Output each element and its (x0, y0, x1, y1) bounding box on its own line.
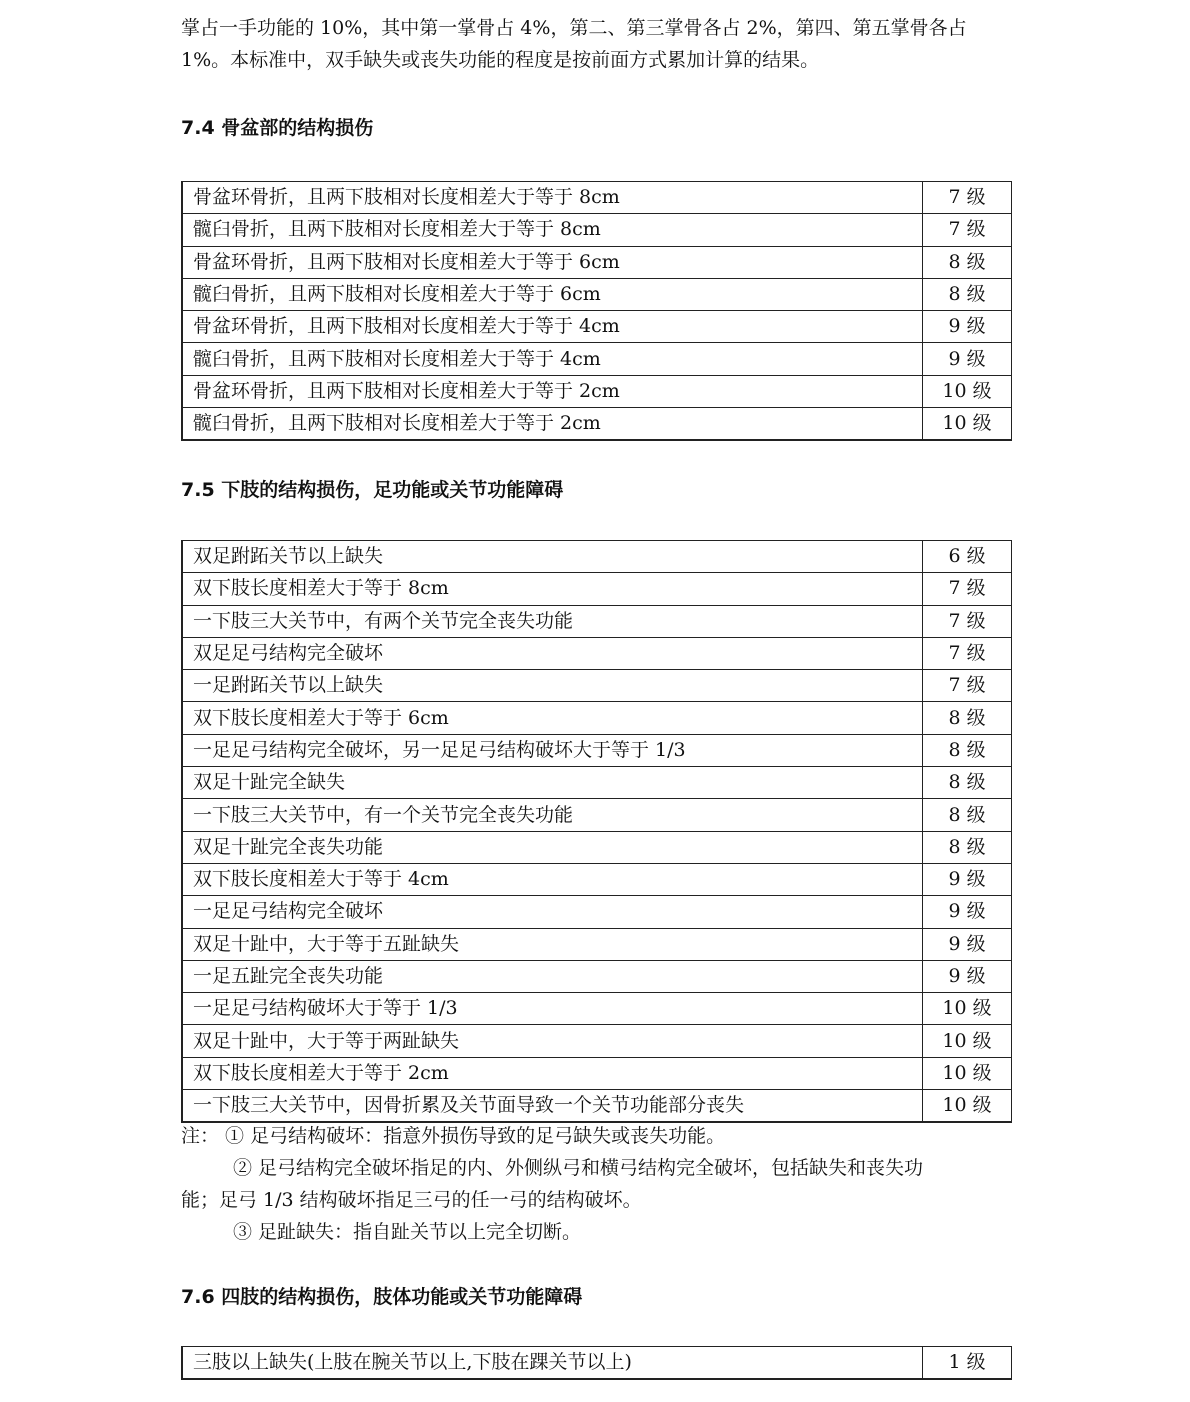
injury-description-cell: 双下肢长度相差大于等于 4cm (182, 863, 923, 895)
injury-description-cell: 三肢以上缺失(上肢在腕关节以上,下肢在踝关节以上) (182, 1347, 923, 1380)
disability-grade-cell: 6 级 (923, 541, 1012, 573)
injury-description-cell: 骨盆环骨折，且两下肢相对长度相差大于等于 8cm (182, 182, 923, 214)
intro-line-2: 1%。本标准中，双手缺失或丧失功能的程度是按前面方式累加计算的结果。 (181, 49, 820, 71)
table-row (182, 993, 1012, 1025)
note-1: 注： ① 足弓结构破坏：指意外损伤导致的足弓缺失或丧失功能。 (181, 1125, 726, 1147)
disability-grade-cell: 8 级 (923, 702, 1012, 734)
table-row (182, 1057, 1012, 1089)
document-page (181, 0, 1011, 1374)
disability-grade-cell: 8 级 (923, 734, 1012, 766)
note-2-line-2: 能；足弓 1/3 结构破坏指足三弓的任一弓的结构破坏。 (181, 1189, 642, 1211)
note-3: ③ 足趾缺失：指自趾关节以上完全切断。 (233, 1221, 582, 1243)
injury-description-cell: 骨盆环骨折，且两下肢相对长度相差大于等于 6cm (182, 246, 923, 278)
table-row (182, 182, 1012, 214)
disability-grade-cell: 10 级 (923, 1057, 1012, 1089)
table-row (182, 1025, 1012, 1057)
disability-grade-cell: 7 级 (923, 182, 1012, 214)
injury-description-cell: 髋臼骨折，且两下肢相对长度相差大于等于 4cm (182, 343, 923, 375)
disability-grade-cell: 9 级 (923, 863, 1012, 895)
disability-grade-cell: 7 级 (923, 637, 1012, 669)
disability-grade-cell: 10 级 (923, 408, 1012, 441)
injury-description-cell: 骨盆环骨折，且两下肢相对长度相差大于等于 4cm (182, 311, 923, 343)
injury-description-cell: 髋臼骨折，且两下肢相对长度相差大于等于 8cm (182, 214, 923, 246)
injury-description-cell: 一下肢三大关节中，有一个关节完全丧失功能 (182, 799, 923, 831)
disability-grade-cell: 9 级 (923, 928, 1012, 960)
disability-grade-cell: 8 级 (923, 278, 1012, 310)
pelvis-injury-table (181, 181, 1012, 441)
intro-line-1: 掌占一手功能的 10%，其中第一掌骨占 4%，第二、第三掌骨各占 2%，第四、第五掌骨各占 (181, 17, 967, 39)
table-row (182, 408, 1012, 441)
injury-description-cell: 双足足弓结构完全破坏 (182, 637, 923, 669)
disability-grade-cell: 8 级 (923, 246, 1012, 278)
table-row (182, 541, 1012, 573)
table-row (182, 375, 1012, 407)
injury-description-cell: 一足足弓结构破坏大于等于 1/3 (182, 993, 923, 1025)
table-row (182, 960, 1012, 992)
disability-grade-cell: 7 级 (923, 214, 1012, 246)
injury-description-cell: 双足十趾完全缺失 (182, 767, 923, 799)
disability-grade-cell: 10 级 (923, 1025, 1012, 1057)
intro-paragraph (181, 12, 1011, 76)
disability-grade-cell: 7 级 (923, 573, 1012, 605)
injury-description-cell: 髋臼骨折，且两下肢相对长度相差大于等于 2cm (182, 408, 923, 441)
injury-description-cell: 一足跗跖关节以上缺失 (182, 670, 923, 702)
disability-grade-cell: 7 级 (923, 670, 1012, 702)
injury-description-cell: 双足十趾中，大于等于五趾缺失 (182, 928, 923, 960)
section-title-7-6: 7.6 四肢的结构损伤，肢体功能或关节功能障碍 (181, 1286, 583, 1308)
table-row (182, 863, 1012, 895)
disability-grade-cell: 9 级 (923, 960, 1012, 992)
notes-block (181, 1120, 1011, 1248)
injury-description-cell: 髋臼骨折，且两下肢相对长度相差大于等于 6cm (182, 278, 923, 310)
disability-grade-cell: 9 级 (923, 311, 1012, 343)
injury-description-cell: 一足足弓结构完全破坏，另一足足弓结构破坏大于等于 1/3 (182, 734, 923, 766)
table-row (182, 573, 1012, 605)
disability-grade-cell: 8 级 (923, 831, 1012, 863)
table-row (182, 831, 1012, 863)
table-row (182, 311, 1012, 343)
table-row (182, 605, 1012, 637)
disability-grade-cell: 1 级 (923, 1347, 1012, 1380)
table-row (182, 734, 1012, 766)
disability-grade-cell: 9 级 (923, 896, 1012, 928)
section-title-7-5: 7.5 下肢的结构损伤，足功能或关节功能障碍 (181, 479, 564, 501)
table-row (182, 246, 1012, 278)
disability-grade-cell: 10 级 (923, 375, 1012, 407)
note-2-line-1: ② 足弓结构完全破坏指足的内、外侧纵弓和横弓结构完全破坏，包括缺失和丧失功 (233, 1157, 924, 1179)
table-row (182, 278, 1012, 310)
lower-limb-injury-table (181, 540, 1012, 1123)
table-row (182, 799, 1012, 831)
injury-description-cell: 一下肢三大关节中，有两个关节完全丧失功能 (182, 605, 923, 637)
table-row (182, 214, 1012, 246)
table-row (182, 1347, 1012, 1380)
table-row (182, 343, 1012, 375)
injury-description-cell: 双足十趾中，大于等于两趾缺失 (182, 1025, 923, 1057)
injury-description-cell: 双足十趾完全丧失功能 (182, 831, 923, 863)
injury-description-cell: 一足足弓结构完全破坏 (182, 896, 923, 928)
limb-injury-table (181, 1346, 1012, 1380)
injury-description-cell: 双下肢长度相差大于等于 8cm (182, 573, 923, 605)
injury-description-cell: 骨盆环骨折，且两下肢相对长度相差大于等于 2cm (182, 375, 923, 407)
table-row (182, 896, 1012, 928)
disability-grade-cell: 10 级 (923, 993, 1012, 1025)
disability-grade-cell: 7 级 (923, 605, 1012, 637)
table-row (182, 702, 1012, 734)
disability-grade-cell: 8 级 (923, 767, 1012, 799)
injury-description-cell: 一下肢三大关节中，因骨折累及关节面导致一个关节功能部分丧失 (182, 1090, 923, 1123)
table-row (182, 928, 1012, 960)
table-row (182, 670, 1012, 702)
disability-grade-cell: 10 级 (923, 1090, 1012, 1123)
injury-description-cell: 双下肢长度相差大于等于 6cm (182, 702, 923, 734)
injury-description-cell: 双下肢长度相差大于等于 2cm (182, 1057, 923, 1089)
injury-description-cell: 双足跗跖关节以上缺失 (182, 541, 923, 573)
injury-description-cell: 一足五趾完全丧失功能 (182, 960, 923, 992)
table-row (182, 637, 1012, 669)
disability-grade-cell: 8 级 (923, 799, 1012, 831)
table-row (182, 767, 1012, 799)
section-title-7-4: 7.4 骨盆部的结构损伤 (181, 117, 374, 139)
disability-grade-cell: 9 级 (923, 343, 1012, 375)
table-row (182, 1090, 1012, 1123)
